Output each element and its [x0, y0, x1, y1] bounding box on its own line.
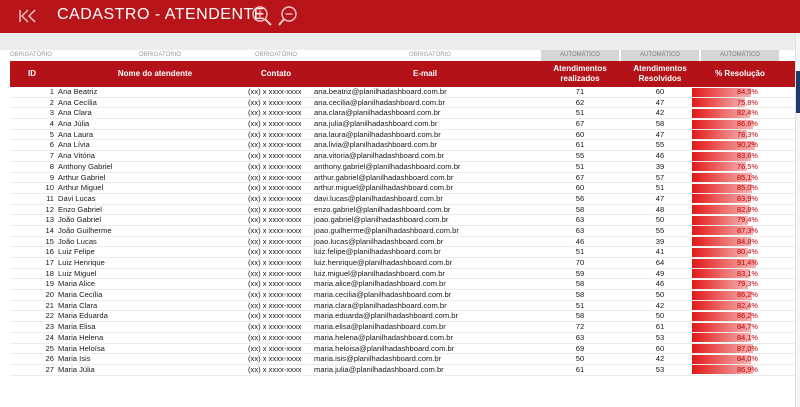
cell-name[interactable]: Maria Isis [58, 354, 91, 364]
resolution-percent: 85,0% [737, 183, 758, 193]
table-row[interactable] [10, 98, 795, 109]
cell-name[interactable]: Davi Lucas [58, 193, 96, 203]
resolution-percent: 84,8% [737, 236, 758, 246]
cell-resolvidos[interactable]: 53 [655, 364, 665, 374]
table-row[interactable] [10, 119, 795, 130]
cell-resolvidos[interactable]: 39 [655, 161, 665, 171]
cell-contact[interactable]: (xx) x xxxx-xxxx [248, 193, 302, 203]
table-header [10, 61, 795, 87]
cell-realizados[interactable]: 67 [575, 119, 585, 129]
cell-name[interactable]: João Gabriel [58, 215, 102, 225]
cell-contact[interactable]: (xx) x xxxx-xxxx [248, 311, 302, 321]
resolution-percent: 86,2% [737, 311, 758, 321]
table-row[interactable] [10, 333, 795, 344]
cell-id[interactable]: 20 [45, 290, 54, 300]
cell-contact[interactable]: (xx) x xxxx-xxxx [248, 236, 302, 246]
cell-contact[interactable]: (xx) x xxxx-xxxx [248, 172, 302, 182]
tag-required: OBRIGATÓRIO [409, 52, 451, 58]
scroll-strip[interactable] [795, 33, 800, 407]
cell-id[interactable]: 9 [49, 172, 54, 182]
table-row[interactable] [10, 183, 795, 194]
cell-contact[interactable]: (xx) x xxxx-xxxx [248, 364, 302, 374]
cell-contact[interactable]: (xx) x xxxx-xxxx [248, 343, 302, 353]
cell-resolucao[interactable] [692, 258, 762, 268]
resolution-percent: 85,1% [737, 172, 758, 182]
page-title: CADASTRO - ATENDENTE [57, 6, 265, 23]
cell-resolvidos[interactable]: 47 [655, 193, 665, 203]
cell-resolucao[interactable] [692, 365, 762, 375]
cell-realizados[interactable]: 58 [575, 311, 585, 321]
cell-email[interactable]: joao.guilherme@planilhadashboard.com.br [314, 225, 459, 235]
resolution-percent: 82,4% [737, 108, 758, 118]
cell-contact[interactable]: (xx) x xxxx-xxxx [248, 183, 302, 193]
cell-contact[interactable]: (xx) x xxxx-xxxx [248, 140, 302, 150]
cell-resolvidos[interactable]: 55 [655, 225, 665, 235]
cell-id[interactable]: 27 [45, 364, 54, 374]
cell-resolucao[interactable] [692, 87, 762, 97]
table-row[interactable] [10, 258, 795, 269]
cell-resolucao[interactable] [692, 344, 762, 354]
table-row[interactable] [10, 269, 795, 280]
cell-contact[interactable]: (xx) x xxxx-xxxx [248, 268, 302, 278]
cell-name[interactable]: Arthur Miguel [58, 183, 104, 193]
cell-contact[interactable]: (xx) x xxxx-xxxx [248, 119, 302, 129]
cell-name[interactable]: Maria Helena [58, 332, 104, 342]
col-contact: Contato [260, 69, 292, 78]
table-row[interactable] [10, 226, 795, 237]
cell-email[interactable]: arthur.gabriel@planilhadashboard.com.br [314, 172, 454, 182]
resolution-percent: 83,9% [737, 193, 758, 203]
cell-resolvidos[interactable]: 64 [655, 258, 665, 267]
cell-realizados[interactable]: 51 [575, 300, 585, 310]
cell-name[interactable]: Ana Beatriz [58, 87, 98, 96]
resolution-percent: 79,4% [737, 215, 758, 225]
cell-id[interactable]: 19 [45, 279, 54, 289]
cell-contact[interactable]: (xx) x xxxx-xxxx [248, 300, 302, 310]
cell-realizados[interactable]: 55 [575, 151, 585, 161]
cell-id[interactable]: 3 [49, 108, 54, 118]
cell-name[interactable]: Maria Clara [58, 300, 98, 310]
cell-realizados[interactable]: 59 [575, 268, 585, 278]
cell-realizados[interactable]: 51 [575, 247, 585, 257]
col-name: Nome do atendente [117, 69, 193, 78]
table-row[interactable] [10, 279, 795, 290]
cell-name[interactable]: Arthur Gabriel [58, 172, 106, 182]
cell-realizados[interactable]: 72 [575, 322, 585, 332]
table-row[interactable] [10, 237, 795, 248]
cell-resolvidos[interactable]: 39 [655, 236, 665, 246]
cell-name[interactable]: Maria Elisa [58, 322, 96, 332]
cell-id[interactable]: 15 [45, 236, 54, 246]
cell-email[interactable]: maria.alice@planilhadashboard.com.br [314, 279, 446, 289]
cell-id[interactable]: 6 [49, 140, 54, 150]
cell-resolucao[interactable] [692, 151, 762, 161]
resolution-percent: 87,3% [737, 225, 758, 235]
cell-email[interactable]: maria.helena@planilhadashboard.com.br [314, 332, 453, 342]
cell-email[interactable]: maria.isis@planilhadashboard.com.br [314, 354, 442, 364]
cell-id[interactable]: 2 [49, 97, 54, 107]
cell-id[interactable]: 5 [49, 129, 54, 139]
cell-contact[interactable]: (xx) x xxxx-xxxx [248, 225, 302, 235]
cell-contact[interactable]: (xx) x xxxx-xxxx [248, 161, 302, 171]
cell-resolucao[interactable] [692, 301, 762, 311]
cell-name[interactable]: Luiz Felipe [58, 247, 95, 257]
cell-email[interactable]: ana.laura@planilhadashboard.com.br [314, 129, 441, 139]
cell-contact[interactable]: (xx) x xxxx-xxxx [248, 290, 302, 300]
cell-email[interactable]: luiz.henrique@planilhadashboard.com.br [314, 258, 453, 267]
cell-realizados[interactable]: 63 [575, 225, 585, 235]
toolbar-band [0, 33, 800, 50]
cell-email[interactable]: joao.gabriel@planilhadashboard.com.br [314, 215, 449, 225]
resolution-percent: 79,3% [737, 279, 758, 289]
cell-name[interactable]: Maria Eduarda [58, 311, 108, 321]
table-row[interactable] [10, 194, 795, 205]
cell-email[interactable]: ana.beatriz@planilhadashboard.com.br [314, 87, 447, 96]
cell-resolucao[interactable] [692, 119, 762, 129]
cell-name[interactable]: João Guilherme [58, 225, 112, 235]
cell-resolucao[interactable] [692, 194, 762, 204]
cell-id[interactable]: 25 [45, 343, 54, 353]
cell-realizados[interactable]: 60 [575, 129, 585, 139]
cell-id[interactable]: 14 [45, 225, 54, 235]
scroll-marker [796, 71, 800, 113]
cell-id[interactable]: 8 [49, 161, 54, 171]
cell-resolvidos[interactable]: 41 [655, 247, 665, 257]
cell-resolvidos[interactable]: 48 [655, 204, 665, 214]
cell-resolucao[interactable] [692, 140, 762, 150]
cell-name[interactable]: Maria Heloísa [58, 343, 105, 353]
table-row[interactable] [10, 87, 795, 98]
table-row[interactable] [10, 215, 795, 226]
cell-name[interactable]: Luiz Henrique [58, 258, 105, 267]
table-row[interactable] [10, 205, 795, 216]
cell-resolvidos[interactable]: 55 [655, 140, 665, 150]
cell-id[interactable]: 11 [46, 193, 54, 203]
cell-id[interactable]: 4 [49, 119, 54, 129]
table-row[interactable] [10, 365, 795, 376]
table-row[interactable] [10, 108, 795, 119]
table-row[interactable] [10, 140, 795, 151]
cell-resolucao[interactable] [692, 354, 762, 364]
cell-name[interactable]: Luiz Miguel [58, 268, 97, 278]
cell-name[interactable]: Maria Cecília [58, 290, 103, 300]
cell-realizados[interactable]: 61 [575, 140, 585, 150]
cell-resolucao[interactable] [692, 269, 762, 279]
cell-realizados[interactable]: 63 [575, 215, 585, 225]
cell-name[interactable]: Ana Laura [58, 129, 94, 139]
cell-resolvidos[interactable]: 58 [655, 119, 665, 129]
resolution-percent: 82,8% [737, 204, 758, 214]
cell-email[interactable]: luiz.felipe@planilhadashboard.com.br [314, 247, 441, 257]
cell-realizados[interactable]: 51 [575, 161, 585, 171]
cell-resolucao[interactable] [692, 173, 762, 183]
cell-realizados[interactable]: 56 [575, 193, 585, 203]
resolution-percent: 84,1% [737, 332, 758, 342]
cell-resolvidos[interactable]: 60 [655, 87, 665, 96]
cell-id[interactable]: 17 [45, 258, 54, 267]
cell-resolvidos[interactable]: 46 [655, 151, 665, 161]
cell-resolucao[interactable] [692, 205, 762, 215]
cell-contact[interactable]: (xx) x xxxx-xxxx [248, 322, 302, 332]
cell-name[interactable]: Ana Lívia [58, 140, 90, 150]
cell-realizados[interactable]: 63 [575, 332, 585, 342]
cell-resolvidos[interactable]: 51 [655, 183, 665, 193]
resolution-percent: 86,9% [737, 364, 758, 374]
cell-contact[interactable]: (xx) x xxxx-xxxx [248, 279, 302, 289]
cell-name[interactable]: Ana Vitória [58, 151, 96, 161]
tag-required: OBRIGATÓRIO [10, 52, 52, 58]
resolution-percent: 86,6% [737, 119, 758, 129]
resolution-percent: 90,2% [737, 140, 758, 150]
table-row[interactable] [10, 354, 795, 365]
cell-realizados[interactable]: 51 [575, 108, 585, 118]
cell-email[interactable]: ana.julia@planilhadashboard.com.br [314, 119, 438, 129]
cell-realizados[interactable]: 70 [575, 258, 585, 267]
resolution-percent: 91,4% [737, 258, 758, 267]
cell-realizados[interactable]: 62 [575, 97, 585, 107]
cell-realizados[interactable]: 61 [575, 364, 585, 374]
attendant-sheet [10, 50, 795, 376]
cell-email[interactable]: luiz.miguel@planilhadashboard.com.br [314, 268, 445, 278]
resolution-percent: 87,0% [737, 343, 758, 353]
resolution-percent: 84,5% [737, 87, 758, 96]
table-body [10, 87, 795, 376]
cell-contact[interactable]: (xx) x xxxx-xxxx [248, 204, 302, 214]
table-row[interactable] [10, 247, 795, 258]
zoom-in-icon[interactable] [251, 5, 273, 27]
cell-resolvidos[interactable]: 61 [655, 322, 665, 332]
cell-id[interactable]: 7 [49, 151, 54, 161]
cell-contact[interactable]: (xx) x xxxx-xxxx [248, 108, 302, 118]
cell-contact[interactable]: (xx) x xxxx-xxxx [248, 87, 302, 96]
cell-contact[interactable]: (xx) x xxxx-xxxx [248, 97, 302, 107]
cell-resolucao[interactable] [692, 290, 762, 300]
resolution-percent: 84,0% [737, 354, 758, 364]
cell-id[interactable]: 13 [45, 215, 54, 225]
cell-realizados[interactable]: 69 [575, 343, 585, 353]
tag-automatic: AUTOMÁTICO [621, 50, 699, 61]
cell-contact[interactable]: (xx) x xxxx-xxxx [248, 354, 302, 364]
table-row[interactable] [10, 344, 795, 355]
cell-email[interactable]: joao.lucas@planilhadashboard.com.br [314, 236, 444, 246]
cell-resolvidos[interactable]: 47 [655, 129, 665, 139]
cell-name[interactable]: Ana Júlia [58, 119, 90, 129]
resolution-percent: 82,4% [737, 300, 758, 310]
cell-resolucao[interactable] [692, 311, 762, 321]
cell-resolucao[interactable] [692, 108, 762, 118]
cell-name[interactable]: Anthony Gabriel [58, 161, 113, 171]
cell-contact[interactable]: (xx) x xxxx-xxxx [248, 247, 302, 257]
cell-id[interactable]: 12 [45, 204, 54, 214]
resolution-percent: 83,6% [737, 151, 758, 161]
tag-required: OBRIGATÓRIO [139, 52, 181, 58]
cell-id[interactable]: 26 [45, 354, 54, 364]
rewind-icon[interactable] [18, 8, 38, 24]
cell-contact[interactable]: (xx) x xxxx-xxxx [248, 151, 302, 161]
cell-resolvidos[interactable]: 46 [655, 279, 665, 289]
cell-realizados[interactable]: 60 [575, 183, 585, 193]
cell-id[interactable]: 10 [45, 183, 54, 193]
cell-resolvidos[interactable]: 57 [655, 172, 665, 182]
cell-resolvidos[interactable]: 50 [655, 215, 665, 225]
cell-resolucao[interactable] [692, 183, 762, 193]
table-row[interactable] [10, 130, 795, 141]
column-tags [10, 50, 795, 61]
cell-email[interactable]: maria.cecilia@planilhadashboard.com.br [314, 290, 452, 300]
cell-email[interactable]: maria.eduarda@planilhadashboard.com.br [314, 311, 459, 321]
resolution-percent: 78,3% [737, 129, 758, 139]
cell-resolvidos[interactable]: 50 [655, 290, 665, 300]
cell-realizados[interactable]: 58 [575, 279, 585, 289]
cell-resolvidos[interactable]: 42 [655, 108, 665, 118]
table-row[interactable] [10, 301, 795, 312]
cell-email[interactable]: anthony.gabriel@planilhadashboard.com.br [314, 161, 461, 171]
col-id: ID [28, 69, 36, 78]
tag-automatic: AUTOMÁTICO [541, 50, 619, 61]
cell-id[interactable]: 18 [45, 268, 54, 278]
cell-email[interactable]: ana.vitoria@planilhadashboard.com.br [314, 151, 445, 161]
cell-name[interactable]: Maria Júlia [58, 364, 95, 374]
cell-resolucao[interactable] [692, 333, 762, 343]
cell-name[interactable]: Enzo Gabriel [58, 204, 102, 214]
cell-email[interactable]: enzo.gabriel@planilhadashboard.com.br [314, 204, 451, 214]
cell-realizados[interactable]: 67 [575, 172, 585, 182]
cell-email[interactable]: maria.elisa@planilhadashboard.com.br [314, 322, 446, 332]
cell-name[interactable]: Maria Alice [58, 279, 96, 289]
table-row[interactable] [10, 162, 795, 173]
cell-resolucao[interactable] [692, 162, 762, 172]
cell-resolucao[interactable] [692, 279, 762, 289]
tag-automatic: AUTOMÁTICO [701, 50, 779, 61]
cell-id[interactable]: 16 [45, 247, 54, 257]
col-resolvidos: Atendimentos Resolvidos [633, 64, 687, 83]
cell-resolvidos[interactable]: 42 [655, 300, 665, 310]
tag-required: OBRIGATÓRIO [255, 52, 297, 58]
cell-resolvidos[interactable]: 49 [655, 268, 665, 278]
cell-realizados[interactable]: 71 [575, 87, 585, 96]
cell-email[interactable]: davi.lucas@planilhadashboard.com.br [314, 193, 443, 203]
cell-contact[interactable]: (xx) x xxxx-xxxx [248, 129, 302, 139]
col-resolucao: % Resolução [715, 69, 765, 78]
cell-realizados[interactable]: 46 [575, 236, 585, 246]
cell-resolucao[interactable] [692, 98, 762, 108]
resolution-percent: 84,7% [737, 322, 758, 332]
cell-id[interactable]: 1 [49, 87, 54, 96]
resolution-percent: 86,2% [737, 290, 758, 300]
cell-contact[interactable]: (xx) x xxxx-xxxx [248, 215, 302, 225]
cell-email[interactable]: ana.clara@planilhadashboard.com.br [314, 108, 441, 118]
cell-resolucao[interactable] [692, 215, 762, 225]
table-row[interactable] [10, 311, 795, 322]
table-row[interactable] [10, 290, 795, 301]
cell-resolvidos[interactable]: 50 [655, 311, 665, 321]
table-row[interactable] [10, 173, 795, 184]
cell-resolucao[interactable] [692, 322, 762, 332]
cell-name[interactable]: Ana Clara [58, 108, 92, 118]
cell-resolucao[interactable] [692, 226, 762, 236]
cell-resolucao[interactable] [692, 237, 762, 247]
cell-realizados[interactable]: 50 [575, 354, 585, 364]
resolution-percent: 80,4% [737, 247, 758, 257]
cell-realizados[interactable]: 58 [575, 290, 585, 300]
zoom-out-icon[interactable] [277, 5, 299, 27]
cell-contact[interactable]: (xx) x xxxx-xxxx [248, 332, 302, 342]
cell-resolucao[interactable] [692, 247, 762, 257]
cell-id[interactable]: 23 [45, 322, 54, 332]
table-row[interactable] [10, 151, 795, 162]
cell-resolvidos[interactable]: 42 [655, 354, 665, 364]
cell-email[interactable]: ana.cecilia@planilhadashboard.com.br [314, 97, 445, 107]
table-row[interactable] [10, 322, 795, 333]
cell-resolvidos[interactable]: 53 [655, 332, 665, 342]
cell-name[interactable]: João Lucas [58, 236, 97, 246]
cell-id[interactable]: 21 [45, 300, 54, 310]
cell-email[interactable]: arthur.miguel@planilhadashboard.com.br [314, 183, 453, 193]
cell-id[interactable]: 24 [45, 332, 54, 342]
cell-email[interactable]: maria.julia@planilhadashboard.com.br [314, 364, 444, 374]
cell-resolvidos[interactable]: 60 [655, 343, 665, 353]
col-realizados: Atendimentos realizados [553, 64, 607, 83]
cell-realizados[interactable]: 58 [575, 204, 585, 214]
resolution-percent: 75,8% [737, 97, 758, 107]
cell-name[interactable]: Ana Cecília [58, 97, 97, 107]
cell-contact[interactable]: (xx) x xxxx-xxxx [248, 258, 302, 267]
cell-email[interactable]: maria.heloisa@planilhadashboard.com.br [314, 343, 455, 353]
cell-email[interactable]: maria.clara@planilhadashboard.com.br [314, 300, 447, 310]
app-header [0, 0, 800, 33]
resolution-percent: 83,1% [737, 268, 758, 278]
cell-resolvidos[interactable]: 47 [655, 97, 665, 107]
cell-id[interactable]: 22 [45, 311, 54, 321]
col-email: E-mail [412, 69, 437, 78]
resolution-percent: 76,5% [737, 161, 758, 171]
cell-resolucao[interactable] [692, 130, 762, 140]
cell-email[interactable]: ana.livia@planilhadashboard.com.br [314, 140, 437, 150]
